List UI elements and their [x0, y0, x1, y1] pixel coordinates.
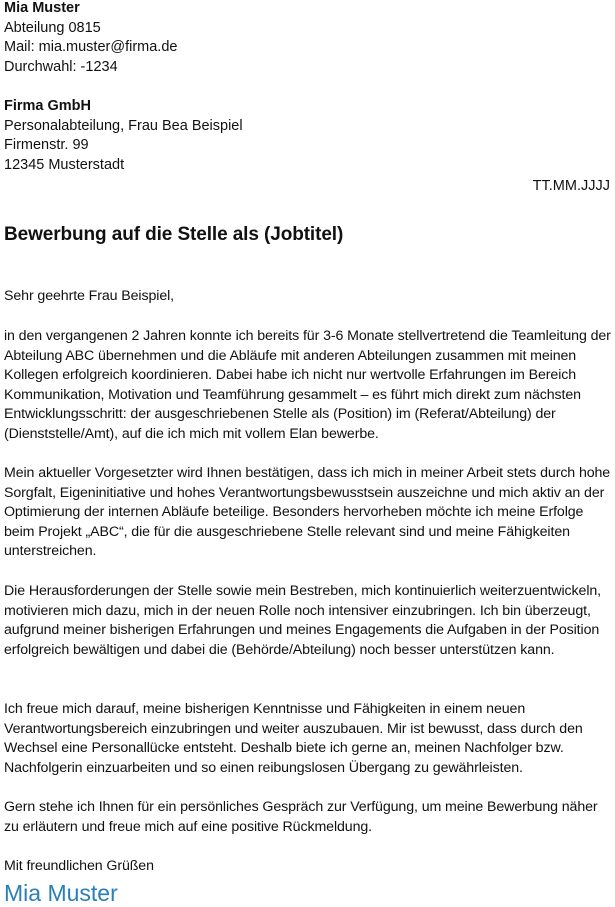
body-paragraph: Mein aktueller Vorgesetzter wird Ihnen bestätigen, dass ich mich in meiner Arbeit stets durch hohe Sorgfalt, Eigeninitiative und hohes Verantwortungsbewusstsein auszeichne und mich aktiv an der Optimierung der internen Abläufe beteilige. Besonders hervorheben möchte ich meine Erfolge beim Projekt „ABC“, die für die ausgeschriebene Stelle relevant sind und meine Fähigkeiten unterstreichen.: [4, 465, 611, 560]
sender-address: [4, 0, 610, 78]
sender-department: Abteilung 0815: [4, 19, 101, 36]
letter-subject: Bewerbung auf die Stelle als (Jobtitel): [4, 224, 344, 245]
recipient-address: [4, 97, 610, 176]
body-paragraph: Gern stehe ich Ihnen für ein persönliches Gespräch zur Verfügung, um meine Bewerbung näher zu erläutern und freue mich auf eine positive Rückmeldung.: [4, 799, 598, 835]
sender-phone: Durchwahl: -1234: [4, 59, 118, 76]
letter-date: TT.MM.JJJJ: [532, 178, 610, 194]
body-paragraph: Die Herausforderungen der Stelle sowie mein Bestreben, mich kontinuierlich weiterzuentwickeln, motivieren mich dazu, mich in der neuen Rolle noch intensiver einzubringen. Ich bin überzeugt, aufgrund meiner bisherigen Erfahrungen und meines Engagements die Aufgaben in der Position erfolgreich bewältigen und dabei die (Behörde/Abteilung) noch besser unterstützen kann.: [4, 583, 602, 658]
recipient-street: Firmenstr. 99: [4, 137, 89, 154]
sender-name: Mia Muster: [4, 0, 80, 16]
recipient-city: 12345 Musterstadt: [4, 157, 125, 174]
closing-phrase: Mit freundlichen Grüßen: [4, 858, 154, 874]
salutation: Sehr geehrte Frau Beispiel,: [4, 288, 175, 304]
recipient-company: Firma GmbH: [4, 98, 92, 114]
body-paragraph: in den vergangenen 2 Jahren konnte ich bereits für 3-6 Monate stellvertretend die Teamleitung der Abteilung ABC übernehmen und die Abläufe mit anderen Abteilungen zusammen mit meinen Kollegen erfolgreich koordinieren. Dabei habe ich nicht nur wertvolle Erfahrungen im Bereich Kommunikation, Motivation und Teamführung gesammelt – es führt mich direkt zum nächsten Entwicklungsschritt: der ausgeschriebenen Stelle als (Position) im (Referat/Abteilung) der (Dienststelle/Amt), auf die ich mich mit vollem Elan bewerbe.: [4, 328, 611, 442]
recipient-contact: Personalabteilung, Frau Bea Beispiel: [4, 117, 243, 134]
body-paragraph: Ich freue mich darauf, meine bisherigen Kenntnisse und Fähigkeiten in einem neuen Verantwortungsbereich einzubringen und weiter auszubauen. Mir ist bewusst, dass durch den Wechsel eine Personallücke entsteht. Deshalb biete ich gerne an, meinen Nachfolger bzw. Nachfolgerin einzuarbeiten und so einen reibungslosen Übergang zu gewährleisten.: [4, 701, 583, 776]
sender-mail: Mail: mia.muster@firma.de: [4, 39, 178, 56]
signature: Mia Muster: [4, 880, 118, 906]
